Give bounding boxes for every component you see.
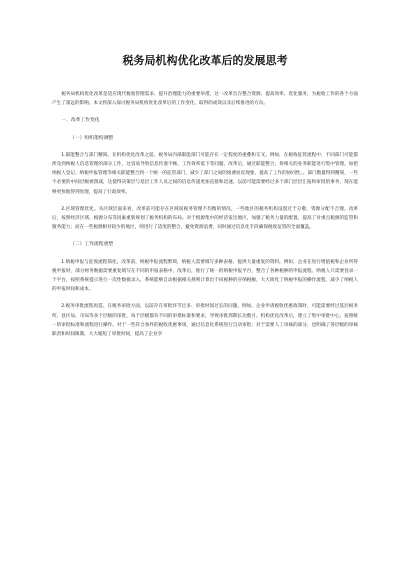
subsection-heading-1: （一）组织架构调整 <box>70 135 114 141</box>
paragraph-3: 1.纳税申报与征收流程简化。改革前，纳税申报流程繁琐，纳税人需要填写多种表格，提供大量重复的资料。例如，企业在进行增值税和企业所得税申报时，部分财务数据需要重复填写在不同的申报表格中。改革后，推行了统一的纳税申报平台，整合了各种税种的申报流程。纳税人只需要登录一个平台，按照系统提示进行一次性数据录入，系统能够自动根据相关规则计算出不同税种的应纳税额，大大简化了纳税申报的操作流程，减少了纳税人的申报时间和成本。 <box>52 259 358 293</box>
spacer <box>52 197 358 205</box>
spacer <box>52 232 358 240</box>
spacer <box>52 108 358 116</box>
intro-paragraph: 税务局机构优化改革是适应现代税收管理需求、提升治理能力的重要举措。这一改革旨在整合资源、提高效率、优化服务，为税收工作的各个方面产生了深远的影响。本文将深入探讨税务局机构优化改革后的工作变化、取得的成效以及后续推进的方向。 <box>52 92 358 107</box>
spacer <box>52 143 358 151</box>
paragraph-2: 2.区域管理优化。从区域层面来看，改革前可能存在区域间税务管理不均衡的情况。一些地区的税务机构设置过于分散，资源分配不合理。改革后，按照经济区域、税源分布等因素重新规划了税务机构的布局。对于税源集中的经济发达地区，加强了税务力量的配置，提高了对重点税源的监管和服务能力；而在一些税源相对较少的地区，则进行了适度的整合，避免资源浪费，同时通过信息化手段确保税收征管的全面覆盖。 <box>52 206 358 231</box>
spacer <box>52 294 358 302</box>
section-heading-1: 一、改革工作变化 <box>61 118 100 124</box>
paragraph-4: 2.税务审批流程再造。在税务审批方面，以前存在审批环节过多、审批时间过长的问题。例如，企业申请税收优惠政策时，可能需要经过基层税务所、县区局、市局等多个层级的审批，每个层级都有不同的审批标准和要求，导致审批周期长达数月。机构优化改革后，建立了集中审批中心，按照统一的审批标准和流程进行操作。对于一些符合条件的税收优惠事项，通过信息化系统进行自动审批；对于需要人工审核的部分，也明确了各层级的审核职责和时间限制，大大缩短了审批时间，提高了企业享 <box>52 304 358 338</box>
spacer <box>52 250 358 258</box>
subsection-heading-2: （二）工作流程重塑 <box>70 242 114 248</box>
paragraph-1: 1.职能整合与部门精简。在机构优化改革之前，税务局内部职能部门可能存在一定程度的重叠和交叉。例如，在税收征管流程中，不同部门可能都涉及到纳税人信息管理的部分工作，这容易导致信息传递不畅、工作效率低下等问题。改革后，通过职能整合，将相关的业务职能进行集中管理。如把纳税人登记、纳税申报管理等相关职能整合到一个统一的征管部门，减少了部门之间的推诿扯皮现象，提高了工作的协同性。。部门数量得到精简，一些不必要的中间层级被削减，这使得决策层与基层工作人员之间的信息传递更加直接和迅速。以前可能需要经过多个部门层层汇报和审批的事务，现在能够更快地得到处理，提高了行政效率。 <box>52 152 358 195</box>
document-title: 税务局机构优化改革后的发展思考 <box>122 54 288 67</box>
spacer <box>52 126 358 134</box>
